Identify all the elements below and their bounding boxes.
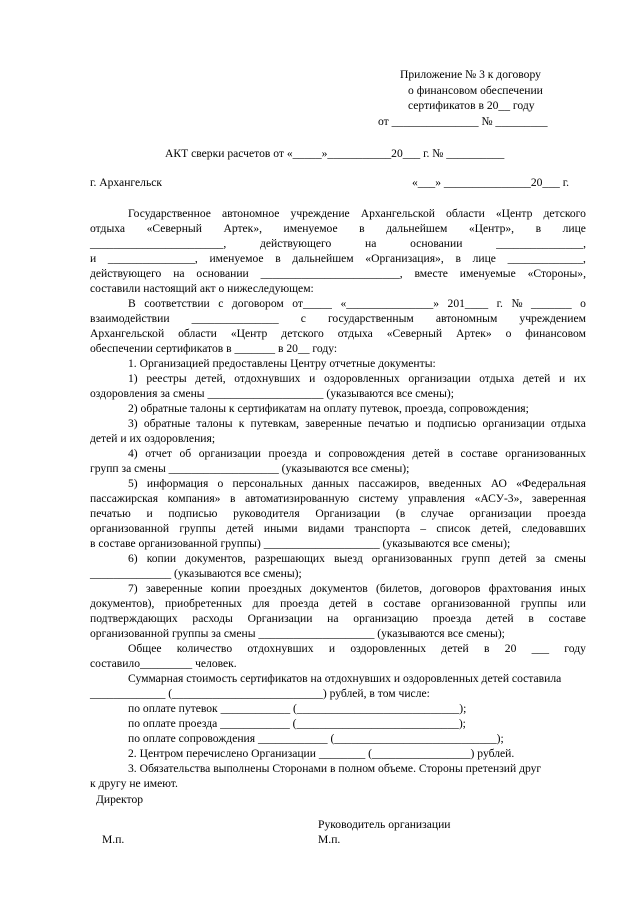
word: г. [496,297,503,310]
word: печатью [90,507,131,520]
total-children-line-1 [128,642,586,656]
word: следовавших [521,522,586,535]
word: детского [543,207,586,220]
word: Государственное [128,207,211,220]
word: введенных [428,477,482,490]
word: копии [146,552,177,565]
word: отдыха [550,417,586,430]
word: в [359,222,365,235]
word: автоматизированную [245,492,350,505]
word: 1) [128,372,138,385]
item-1-7-line-4: организованной группы за смены ____________________ (указываются все смены); [90,627,505,640]
word: составе [383,597,421,610]
word: с [218,297,224,310]
word: организации [408,372,471,385]
word: и [559,372,566,385]
word: Организации [247,612,313,625]
word: организованных [505,447,586,460]
word: 5) [128,477,138,490]
word: реестры [146,372,187,385]
word: и [309,372,316,385]
word: _______________, [496,237,586,250]
word: подписью [168,507,218,520]
item-1-6-line-1 [128,552,586,566]
item-1-7-line-2 [90,597,586,611]
item-1-1-line-1 [128,372,586,386]
word: Организации [315,507,381,520]
word: документов, [185,552,246,565]
stamp-right: М.п. [318,833,341,846]
word: договором [231,297,284,310]
item-1-5-line-2 [90,492,586,506]
word: и [146,507,153,520]
word: № [511,297,523,310]
date: «___» _______________20___ г. [412,176,570,189]
para2-line-2 [90,312,586,326]
word: список [436,522,471,535]
word: детей, [195,372,226,385]
word: и [328,642,336,655]
word: «Федеральная [516,477,586,490]
word: отдыха [479,372,515,385]
word: учреждение [290,207,350,220]
word: данных [312,477,350,490]
word: действующего [259,237,332,250]
word: организации [482,417,545,430]
word: организованной [90,522,170,535]
header-line-3: сертификатов в 20__ году [408,99,535,112]
word: 6) [128,552,138,565]
word: «_______________» [340,297,440,310]
word: в [367,597,373,610]
place: г. Архангельск [90,176,163,189]
word: соответствии [144,297,210,310]
word: транспорта [354,522,410,535]
word: году [564,642,586,655]
total-sum-line-1: Суммарная стоимость сертификатов на отдохнувших и оздоровленных детей составила [128,672,562,685]
word: финансовом [525,327,586,340]
word: систему [358,492,399,505]
word: или [567,597,586,610]
word: документов [310,582,368,595]
word: лице [472,252,496,265]
word: отдыха [337,327,373,340]
word: детей [441,642,469,655]
word: случае [420,507,454,520]
word: в [455,252,461,265]
intro-line-1 [128,207,586,221]
word: _______ [531,297,572,310]
word: действующего [90,267,162,280]
item-1-7-line-3 [90,612,586,626]
word: составе [460,447,498,460]
item-3-line-2: к другу не имеют. [90,777,178,790]
word: за [535,552,546,565]
word: сопровождения [328,447,405,460]
word: расходы [192,612,233,625]
intro-line-2 [90,222,586,236]
word: «Стороны», [527,267,586,280]
intro-line-3 [90,237,586,251]
word: автономным [435,312,498,325]
word: 20 [504,642,517,655]
word: детей [329,597,357,610]
word: _______________, [107,252,198,265]
word: 4) [128,447,138,460]
item-1-5-line-1 [128,477,586,491]
item-1-1-line-2: оздоровления за смены ____________________ (указываются все смены); [90,387,454,400]
word: видами [307,522,345,535]
item-2: 2. Центром перечислено Организации ________ (_________________) рублей. [128,747,515,760]
word: проезда [280,597,319,610]
word: дальнейшем [292,252,354,265]
item-1-6-line-2: ______________ (указываются все смены); [90,567,302,580]
word: организованной [431,597,511,610]
word: отдохнувших [234,372,301,385]
director-label: Директор [96,793,144,806]
header-line-4: от _______________ № _________ [378,115,548,128]
word: на [327,612,339,625]
word: детского [281,327,324,340]
word: (билетов, [376,582,423,595]
payment-escort: по оплате сопровождения ____________ (____________________________); [128,732,504,745]
word: _____________, [507,252,586,265]
word: проезда [547,507,586,520]
word: количество [176,642,233,655]
word: Архангельской [90,327,165,340]
word: АО [490,477,507,490]
word: в [447,447,453,460]
word: детей, [480,522,512,535]
item-1-4-line-2: групп за смены ___________________ (указываются все смены); [90,462,410,475]
word: именуемое [283,222,338,235]
word: подписью [427,417,477,430]
word: копии [210,582,241,595]
word: руководителя [233,507,300,520]
word: ___ [531,642,550,655]
word: с [300,312,306,325]
word: к [238,417,245,430]
item-1-5-line-4 [90,522,586,536]
word: «Центр [495,207,533,220]
word: на [365,237,377,250]
word: автономное [222,207,280,220]
word: основании [196,267,249,280]
word: групп [461,552,491,565]
word: организации [469,507,532,520]
word: 201____ [447,297,489,310]
word: управления [408,492,465,505]
payment-travel: по оплате проезда ____________ (____________________________); [128,717,466,730]
word: в [535,222,542,235]
item-1-5-line-3 [90,507,586,521]
word: отдохнувших [247,642,314,655]
org-head-label: Руководитель организации [318,818,451,831]
word: заверенные [145,582,203,595]
word: и [414,417,422,430]
total-sum-line-2: _____________ (__________________________) рублей, в том числе: [90,687,430,700]
word: в [275,252,281,265]
word: смены [554,552,586,565]
word: информация [146,477,209,490]
word: договоров [430,582,481,595]
word: выезд [333,552,363,565]
word: основании [410,237,463,250]
word: печатью [367,417,409,430]
word: 3) [128,417,138,430]
word: заверенные [305,417,362,430]
item-3-line-1: 3. Обязательства выполнены Сторонами в полном объеме. Стороны претензий друг [128,762,542,775]
intro-line-5 [90,267,586,281]
word: разрешающих [254,552,325,565]
word: от_____ [292,297,332,310]
word: отдыха [90,222,126,235]
word: пассажирская [90,492,159,505]
word: документов), [90,597,155,610]
item-1-heading: 1. Организацией предоставлены Центру отчетные документы: [128,357,436,370]
payment-vouchers: по оплате путевок ____________ (____________________________); [128,702,467,715]
item-1-3-line-2: детей и их оздоровления; [90,432,216,445]
word: группы [520,597,558,610]
word: взаимодействии [90,312,170,325]
word: и [314,447,321,460]
word: обратные [143,417,191,430]
word: заверенная [531,492,586,505]
para2-line-1 [128,297,586,311]
word: Артек» [456,327,492,340]
para2-line-4: обеспечении сертификатов в _______ в 20__ году: [90,342,338,355]
word: группы [179,522,216,535]
item-1-5-line-5: в составе организованной группы) ____________________ (указываются все смены); [90,537,511,550]
document-title: АКТ сверки расчетов от «_____»___________20___ г. № __________ [165,147,505,160]
word: организацию [353,612,418,625]
word: Архангельской [360,207,435,220]
item-1-3-line-1 [128,417,586,431]
word: проездных [248,582,302,595]
item-1-7-line-1 [128,582,586,596]
word: подтверждающих [90,612,178,625]
word: оздоровленных [323,372,400,385]
word: путевкам, [250,417,300,430]
word: именуемое [209,252,264,265]
word: вместе [414,267,448,280]
intro-line-6: составили настоящий акт о нижеследующем: [90,282,314,295]
word: «Организация», [365,252,444,265]
word: отчет [145,447,172,460]
word: лице [562,222,586,235]
word: для [252,597,270,610]
word: «Северный [386,327,443,340]
word: о [217,477,224,490]
word: приобретенных [164,597,243,610]
word: В [128,297,136,310]
word: персональных [232,477,303,490]
word: дальнейшем [386,222,448,235]
total-children-line-2: составило_________ человек. [90,657,237,670]
header-line-1: Приложение № 3 к договору [400,68,541,81]
word: на [173,267,185,280]
word: иными [263,522,298,535]
word: составе [548,612,586,625]
item-1-2: 2) обратные талоны к сертификатам на оплату путевок, проезда, сопровождения; [128,402,529,415]
word: именуемые [459,267,516,280]
word: 7) [128,582,138,595]
word: учреждением [519,312,586,325]
word: (в [395,507,406,520]
word: детей [486,612,514,625]
word: Артек», [223,222,263,235]
para2-line-3 [90,327,586,341]
word: проезда [268,447,308,460]
stamp-left: М.п. [102,833,125,846]
word: Общее [128,642,162,655]
word: «Центр [230,327,268,340]
word: детей [522,372,551,385]
word: об [179,447,192,460]
header-line-2: о финансовом обеспечении [408,84,543,97]
word: детей [226,522,254,535]
word: фрахтования [488,582,552,595]
word: _______________ [191,312,279,325]
word: иных [559,582,586,595]
word: о [505,327,512,340]
word: и [90,252,97,265]
word: – [420,522,427,535]
word: оздоровленных [350,642,427,655]
word: «Северный [146,222,202,235]
word: детей [412,447,440,460]
word: организации [198,447,261,460]
word: государственным [327,312,414,325]
word: области [178,327,217,340]
word: «Центр», [468,222,515,235]
word: _______________________, [90,237,227,250]
word: их [573,372,586,385]
word: компания» [167,492,221,505]
word: пассажиров, [358,477,420,490]
word: ________________________, [260,267,403,280]
intro-line-4 [90,252,586,266]
word: проезда [432,612,472,625]
word: о [580,297,586,310]
word: детей [499,552,527,565]
word: в [230,492,236,505]
word: в [528,612,534,625]
word: области [446,207,485,220]
word: в [484,642,490,655]
item-1-4-line-1 [128,447,586,461]
word: талоны [196,417,233,430]
word: организованных [371,552,453,565]
word: «АСУ-3», [474,492,523,505]
